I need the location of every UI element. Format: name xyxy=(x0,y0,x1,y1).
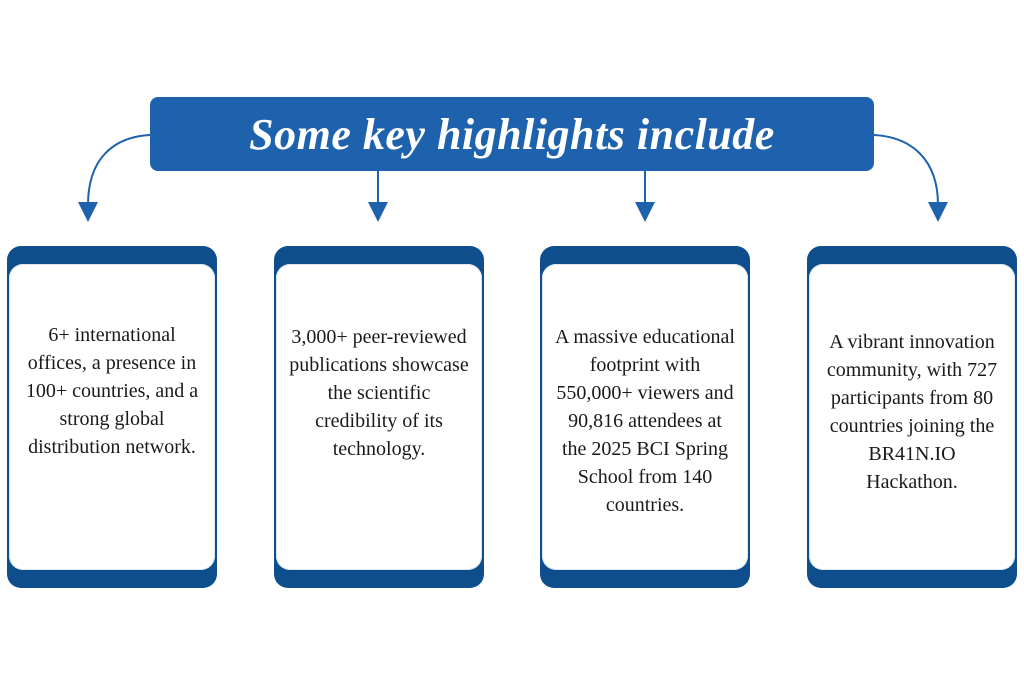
arrowhead-card-4 xyxy=(928,202,948,222)
highlight-text: 6+ international offices, a presence in 100+ countries, and a strong global distribution network. xyxy=(25,324,199,458)
highlight-card-body xyxy=(9,264,215,570)
header-banner xyxy=(150,97,874,171)
highlight-card-offices xyxy=(7,246,217,588)
arrow-to-card-1 xyxy=(88,135,150,205)
highlight-text: 3,000+ peer-reviewed publications showcase the scientific credibility of its technology. xyxy=(289,326,469,460)
highlight-card-body xyxy=(809,264,1015,570)
highlight-card-education xyxy=(540,246,750,588)
highlight-card-publications xyxy=(274,246,484,588)
arrowhead-card-2 xyxy=(368,202,388,222)
highlight-card-community xyxy=(807,246,1017,588)
arrowhead-card-3 xyxy=(635,202,655,222)
highlight-card-body xyxy=(542,264,748,570)
highlight-text: A massive educational footprint with 550,000+ viewers and 90,816 attendees at the 2025 BCI Spring School from 140 countries. xyxy=(555,326,735,516)
arrow-to-card-4 xyxy=(874,135,938,205)
highlight-text: A vibrant innovation community, with 727 participants from 80 countries joining the BR41N.IO Hackathon. xyxy=(826,331,998,493)
page-title: Some key highlights include xyxy=(249,109,775,159)
arrowhead-card-1 xyxy=(78,202,98,222)
highlight-card-body xyxy=(276,264,482,570)
